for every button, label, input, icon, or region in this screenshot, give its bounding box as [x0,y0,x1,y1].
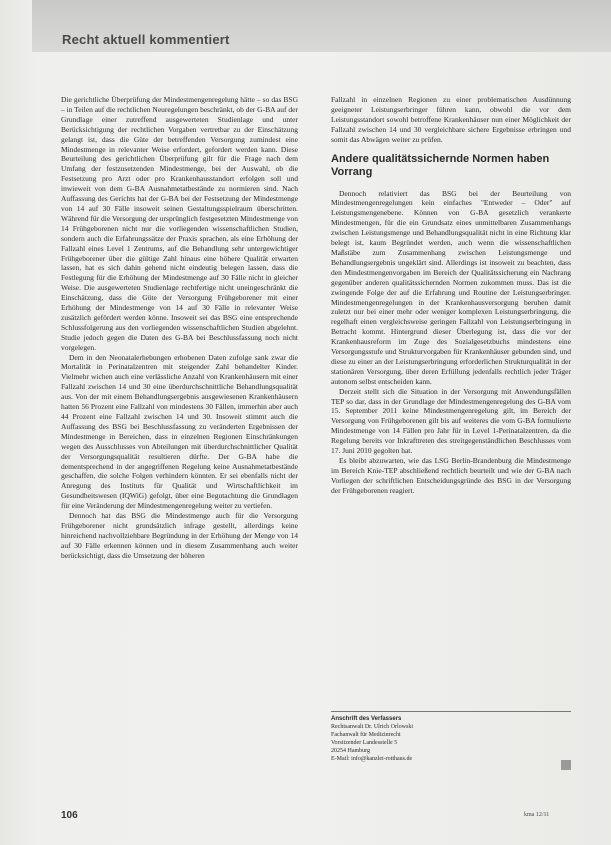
author-line: Rechtsanwalt Dr. Ulrich Orlowski [331,724,413,730]
author-box-title: Anschrift des Verfassers [331,716,402,722]
left-paragraph-1: Die gerichtliche Überprüfung der Mindestmengenregelung hätte – so das BSG – in Teilen auf die rechtlichen Neuregelungen beschränkt, ob der G-BA auf der Grundlage einer zutreffend ausgewerteten Studienlage und unter Berücksichtigung der rechtlichen Vorgaben vertretbar zu der Einschätzung gelangt ist, dass die Güte der betreffenden Versorgung zumindest eine Mindestmenge in relevanter Weise erfordert, gefordert werden kann. Diese Beurteilung des gerichtlichen Überprüfung gilt für die Frage nach dem Umfang der festzusetzenden Mindestmenge, bei der Auswahl, ob die Festsetzung pro Arzt oder pro Krankenhausstandort erfolgen soll und inwieweit von dem G-BA Ausnahmetatbestände zu normieren sind. Nach Auffassung des Gerichts hat der G-BA bei der Festsetzung der Mindestmenge von 14 auf 30 Fälle insoweit seinen Gestaltungsspielraum überschritten. Während für die Versorgung der ursprünglich festgesetzten Mindestmenge von 14 Frühgeborenen nicht nur die vorliegenden wissenschaftlichen Studien, sondern auch die Erfahrungssätze der Praxis sprachen, als eine Erhöhung der Fallzahl eines Level 1 Zentrums, auf die Behandlung sehr untergewichtiger Frühgeborener über die gültige Zahl hinaus eine höhere Qualität erwarten lassen, hat es sich dahin gehend nicht eindeutig belegen lassen, dass die Festlegung für die Erhöhung der Mindestmenge auf 30 Fälle nicht in gleicher Weise. Die ausgewerteten Studienlage rechtfertige nicht uneingeschränkt die Einschätzung, dass die Güte der Versorgung Frühgeborener mit einer Erhöhung der Mindestmenge von 14 auf 30 Fälle in relevanter Weise zusätzlich gefördert werden könne. Insoweit sei das BSG eine entsprechende Schlussfolgerung aus den vorliegenden wissenschaftlichen Studien abgelehnt. Studie jedoch gegen die Daten des G-BA bei Beschlussfassung noch nicht vorgelegen. [61,95,298,352]
section-paragraph-1: Dennoch relativiert das BSG bei der Beurteilung von Mindestmengenregelungen kein einfaches "Entweder – Oder" auf Leistungsmengenebene. Können von G-BA gesetzlich verankerte Mindestmengen, für die ein Grundsatz eines unmittelbaren Zusammenhangs zwischen Leistungsmenge und Behandlungsqualität nicht in eine Richtung klar belegt ist, kaum Begründet werden, auch wenn die wissenschaftlichen Maßstäbe zum Zusammenhang zwischen Leistungsmenge und Behandlungsergebnis ungeklärt sind. Allerdings ist insoweit zu beachten, dass den Mindestmengenvorgaben im Bereich der Qualitätssicherung ein Nachrang gegenüber anderen qualitätssichernden Normen zukommen muss. Das ist die zwingende Folge der auf die Erfahrung und Routine der Leistungserbringer. Mindestmengenregelungen in der Krankenhausversorgung beruhen damit zuletzt nur bei einer mehr oder weniger komplexen Leistungserbringung, die regelhaft einen vergleichsweise geringen Fallzahl von Leistungserbringung in Betracht kommt. Hintergrund dieser Überlegung ist, dass die vor der Krankenhausreform im Zuge des Sozialgesetzbuchs mindestens eine Versorgungsstufe und Strukturvorgaben für Krankenhäuser gebunden sind, und diese zu einer an der Leistungserbringung erforderlichen Strukturqualität in der stationären Versorgung, über deren Erfüllung jedenfalls rechtlich jeder Träger autonom selbst entscheiden kann. [331,188,571,386]
left-column [61,95,298,561]
author-line: Fachanwalt für Medizinrecht [331,732,401,738]
section-heading: Andere qualitätssichernde Normen haben Vorrang [331,152,550,178]
author-line: E-Mail: info@kanzlei-rotthaus.de [331,756,413,762]
section-paragraph-2: Derzeit stellt sich die Situation in der Versorgung mit Anwendungsfällen TEP so dar, dass in der Grundlage der Mindestmengenregelung des G-BA vom 15. September 2011 keine Mindestmengenregelung gilt, im Bereich der Versorgung von Frühgeborenen gilt bis auf weiteres die vom G-BA formulierte Mindestmenge von 14 Fällen pro Jahr für in Level 1-Perinatalzentren, da die Regelung bereits vor Inkrafttreten des streitgegenständlichen Beschlusses vom 17. Juni 2010 gegolten hat. [331,386,571,456]
right-column [331,95,571,496]
author-line: 20254 Hamburg [331,748,371,754]
section-paragraph-3: Es bleibt abzuwarten, wie das LSG Berlin-Brandenburg die Mindestmenge im Bereich Knie-TEP abschließend rechtlich beurteilt und wie der G-BA nach Vorliegen der schriftlichen Entscheidungsgründe des BSG in der Versorgung der Frühgeborenen reagiert. [331,456,571,495]
right-paragraph-1: Fallzahl in einzelnen Regionen zu einer problematischen Ausdünnung geeigneter Leistungserbringer führen kann, obwohl die vor dem Leistungsstandort sowohl betroffene Krankenhäuser nun einer Möglichkeit der Fallzahl zwischen 14 und 30 vergleichbare sichere Ergebnisse erbringen und somit das Abwägen weiter zu prüfen. [331,95,571,144]
end-mark-icon [561,760,571,770]
running-header-title: Recht aktuell kommentiert [62,32,230,47]
page-number: 106 [61,810,78,821]
left-paragraph-3: Dennoch hat das BSG die Mindestmenge auch für die Versorgung Frühgeborener nicht grundsätzlich infrage gestellt, allerdings keine hinreichend nachvollziehbare Begründung in der Erhöhung der Menge von 14 auf 30 Fälle erkennen können und in diesem Zusammenhang auch weiter berücksichtigt, dass die Umsetzung der höheren [61,511,298,560]
left-paragraph-2: Dem in den Neonatalerhebungen erhobenen Daten zufolge sank zwar die Mortalität in Perinatalzentren mit steigender Zahl behandelter Kinder. Vielmehr wichen auch eine verlässliche Anzahl von Krankenhäusern mit einer Fallzahl zwischen 14 und 30 eine überdurchschnittliche Behandlungsqualität aus. Von der mit einem Behandlungsergebnis ausgewiesenen Krankenhäusern hatten 56 Prozent eine Fallzahl von mindestens 30 Fällen, immerhin aber auch 44 Prozent eine Fallzahl zwischen 14 und 30. Insoweit stimmt auch die Auffassung des BSG bei Beschlussfassung zu veränderten Ergebnissen der Mindestmenge in Bereichen, dass in einzelnen Regionen Einschränkungen wegen des Ausschlusses von Abteilungen mit überdurchschnittlicher Qualität der Versorgungsqualität resultieren dürfte. Der G-BA habe die dementsprechend in der angegriffenen Regelung keine Ausnahmetatbestände geschaffen, die solche Folgen verhindern könnten. Er sei ebenfalls nicht der Anregung des Instituts für Qualität und Wirtschaftlichkeit im Gesundheitswesen (IQWiG) gefolgt, über eine Begutachtung die Grundlagen für eine Veränderung der Mindestmengenregelung weiter zu vertiefen. [61,352,298,511]
issue-label: kma 12/11 [524,812,550,818]
author-address-box [331,711,571,782]
author-line: Vorsitzender Landesstelle 5 [331,740,398,746]
